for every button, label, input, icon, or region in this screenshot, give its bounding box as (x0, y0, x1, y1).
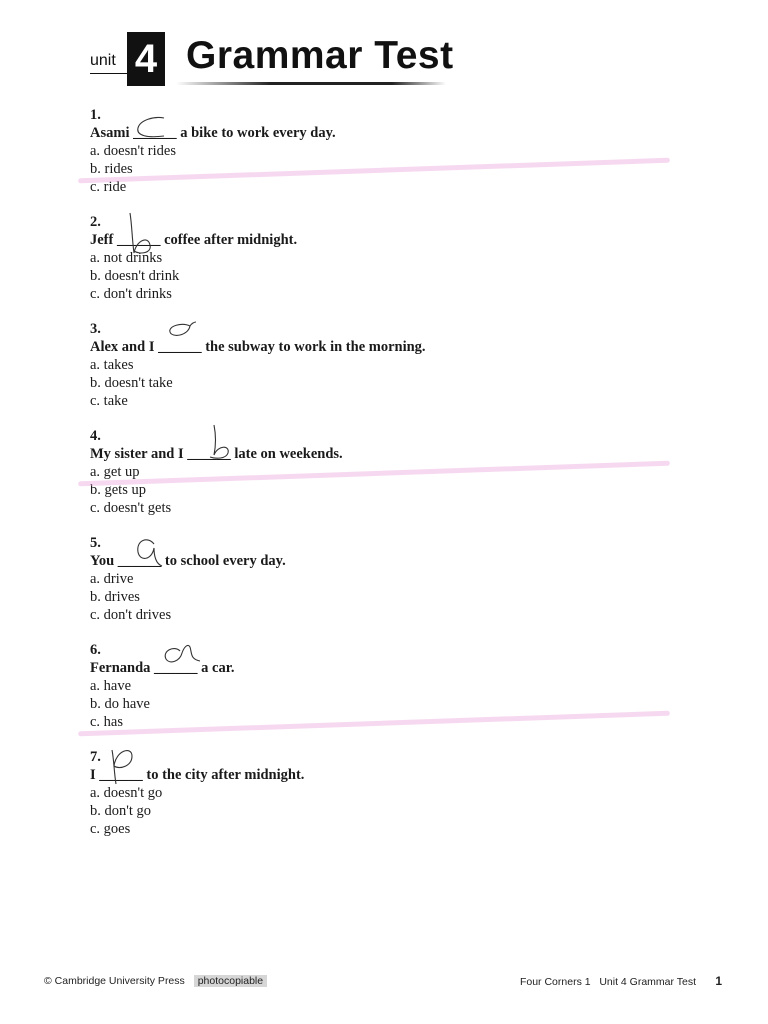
option-a: a. drive (90, 571, 134, 587)
option-b: b. drives (90, 589, 140, 605)
option-c: c. ride (90, 179, 127, 195)
option-a: a. have (90, 678, 132, 694)
option-b: b. do have (90, 696, 150, 712)
question-number: 3. (90, 321, 101, 337)
question-6 (90, 641, 650, 731)
question-7 (90, 748, 650, 838)
question-stem: You ______ to school every day. (90, 553, 286, 569)
question-2 (90, 213, 650, 303)
question-number: 1. (90, 107, 101, 123)
option-c: c. take (90, 393, 128, 409)
question-stem: I ______ to the city after midnight. (90, 767, 305, 783)
option-c: c. don't drinks (90, 286, 172, 302)
page-number: 1 (715, 974, 722, 988)
question-number: 5. (90, 535, 101, 551)
copyright-text: © Cambridge University Press (44, 975, 185, 987)
option-a: a. not drinks (90, 250, 163, 266)
option-c: c. don't drives (90, 607, 172, 623)
unit-number-badge: 4 (127, 32, 165, 86)
question-stem: Fernanda ______ a car. (90, 660, 235, 676)
footer-left (44, 975, 267, 987)
book-title: Four Corners 1 Unit 4 Grammar Test (519, 976, 696, 988)
question-3 (90, 320, 650, 410)
title-divider (176, 82, 446, 85)
option-b: b. doesn't drink (90, 268, 180, 284)
page-header (90, 32, 454, 88)
option-b: b. gets up (90, 482, 146, 498)
page-footer (44, 975, 722, 991)
option-a: a. takes (90, 357, 134, 373)
question-1 (90, 106, 650, 196)
unit-underline (90, 73, 130, 74)
photocopiable-badge: photocopiable (194, 975, 267, 987)
page-title: Grammar Test (186, 34, 454, 77)
unit-label: unit (90, 52, 116, 69)
option-a: a. get up (90, 463, 650, 481)
question-stem: Jeff ______ coffee after midnight. (90, 232, 298, 248)
question-stem: Alex and I ______ the subway to work in the morning. (90, 339, 426, 355)
option-b: b. don't go (90, 803, 152, 819)
question-number: 2. (90, 214, 101, 230)
option-a: a. doesn't go (90, 785, 163, 801)
question-number: 6. (90, 642, 101, 658)
option-c: c. has (90, 713, 650, 731)
question-number: 4. (90, 428, 101, 444)
option-b: b. rides (90, 160, 650, 178)
question-stem: My sister and I ______ late on weekends. (90, 446, 343, 462)
question-4 (90, 427, 650, 517)
question-list (90, 106, 650, 855)
question-stem: Asami ______ a bike to work every day. (90, 125, 336, 141)
option-c: c. goes (90, 821, 131, 837)
option-c: c. doesn't gets (90, 500, 172, 516)
option-b: b. doesn't take (90, 375, 173, 391)
option-a: a. doesn't rides (90, 143, 176, 159)
question-5 (90, 534, 650, 624)
question-number: 7. (90, 749, 101, 765)
